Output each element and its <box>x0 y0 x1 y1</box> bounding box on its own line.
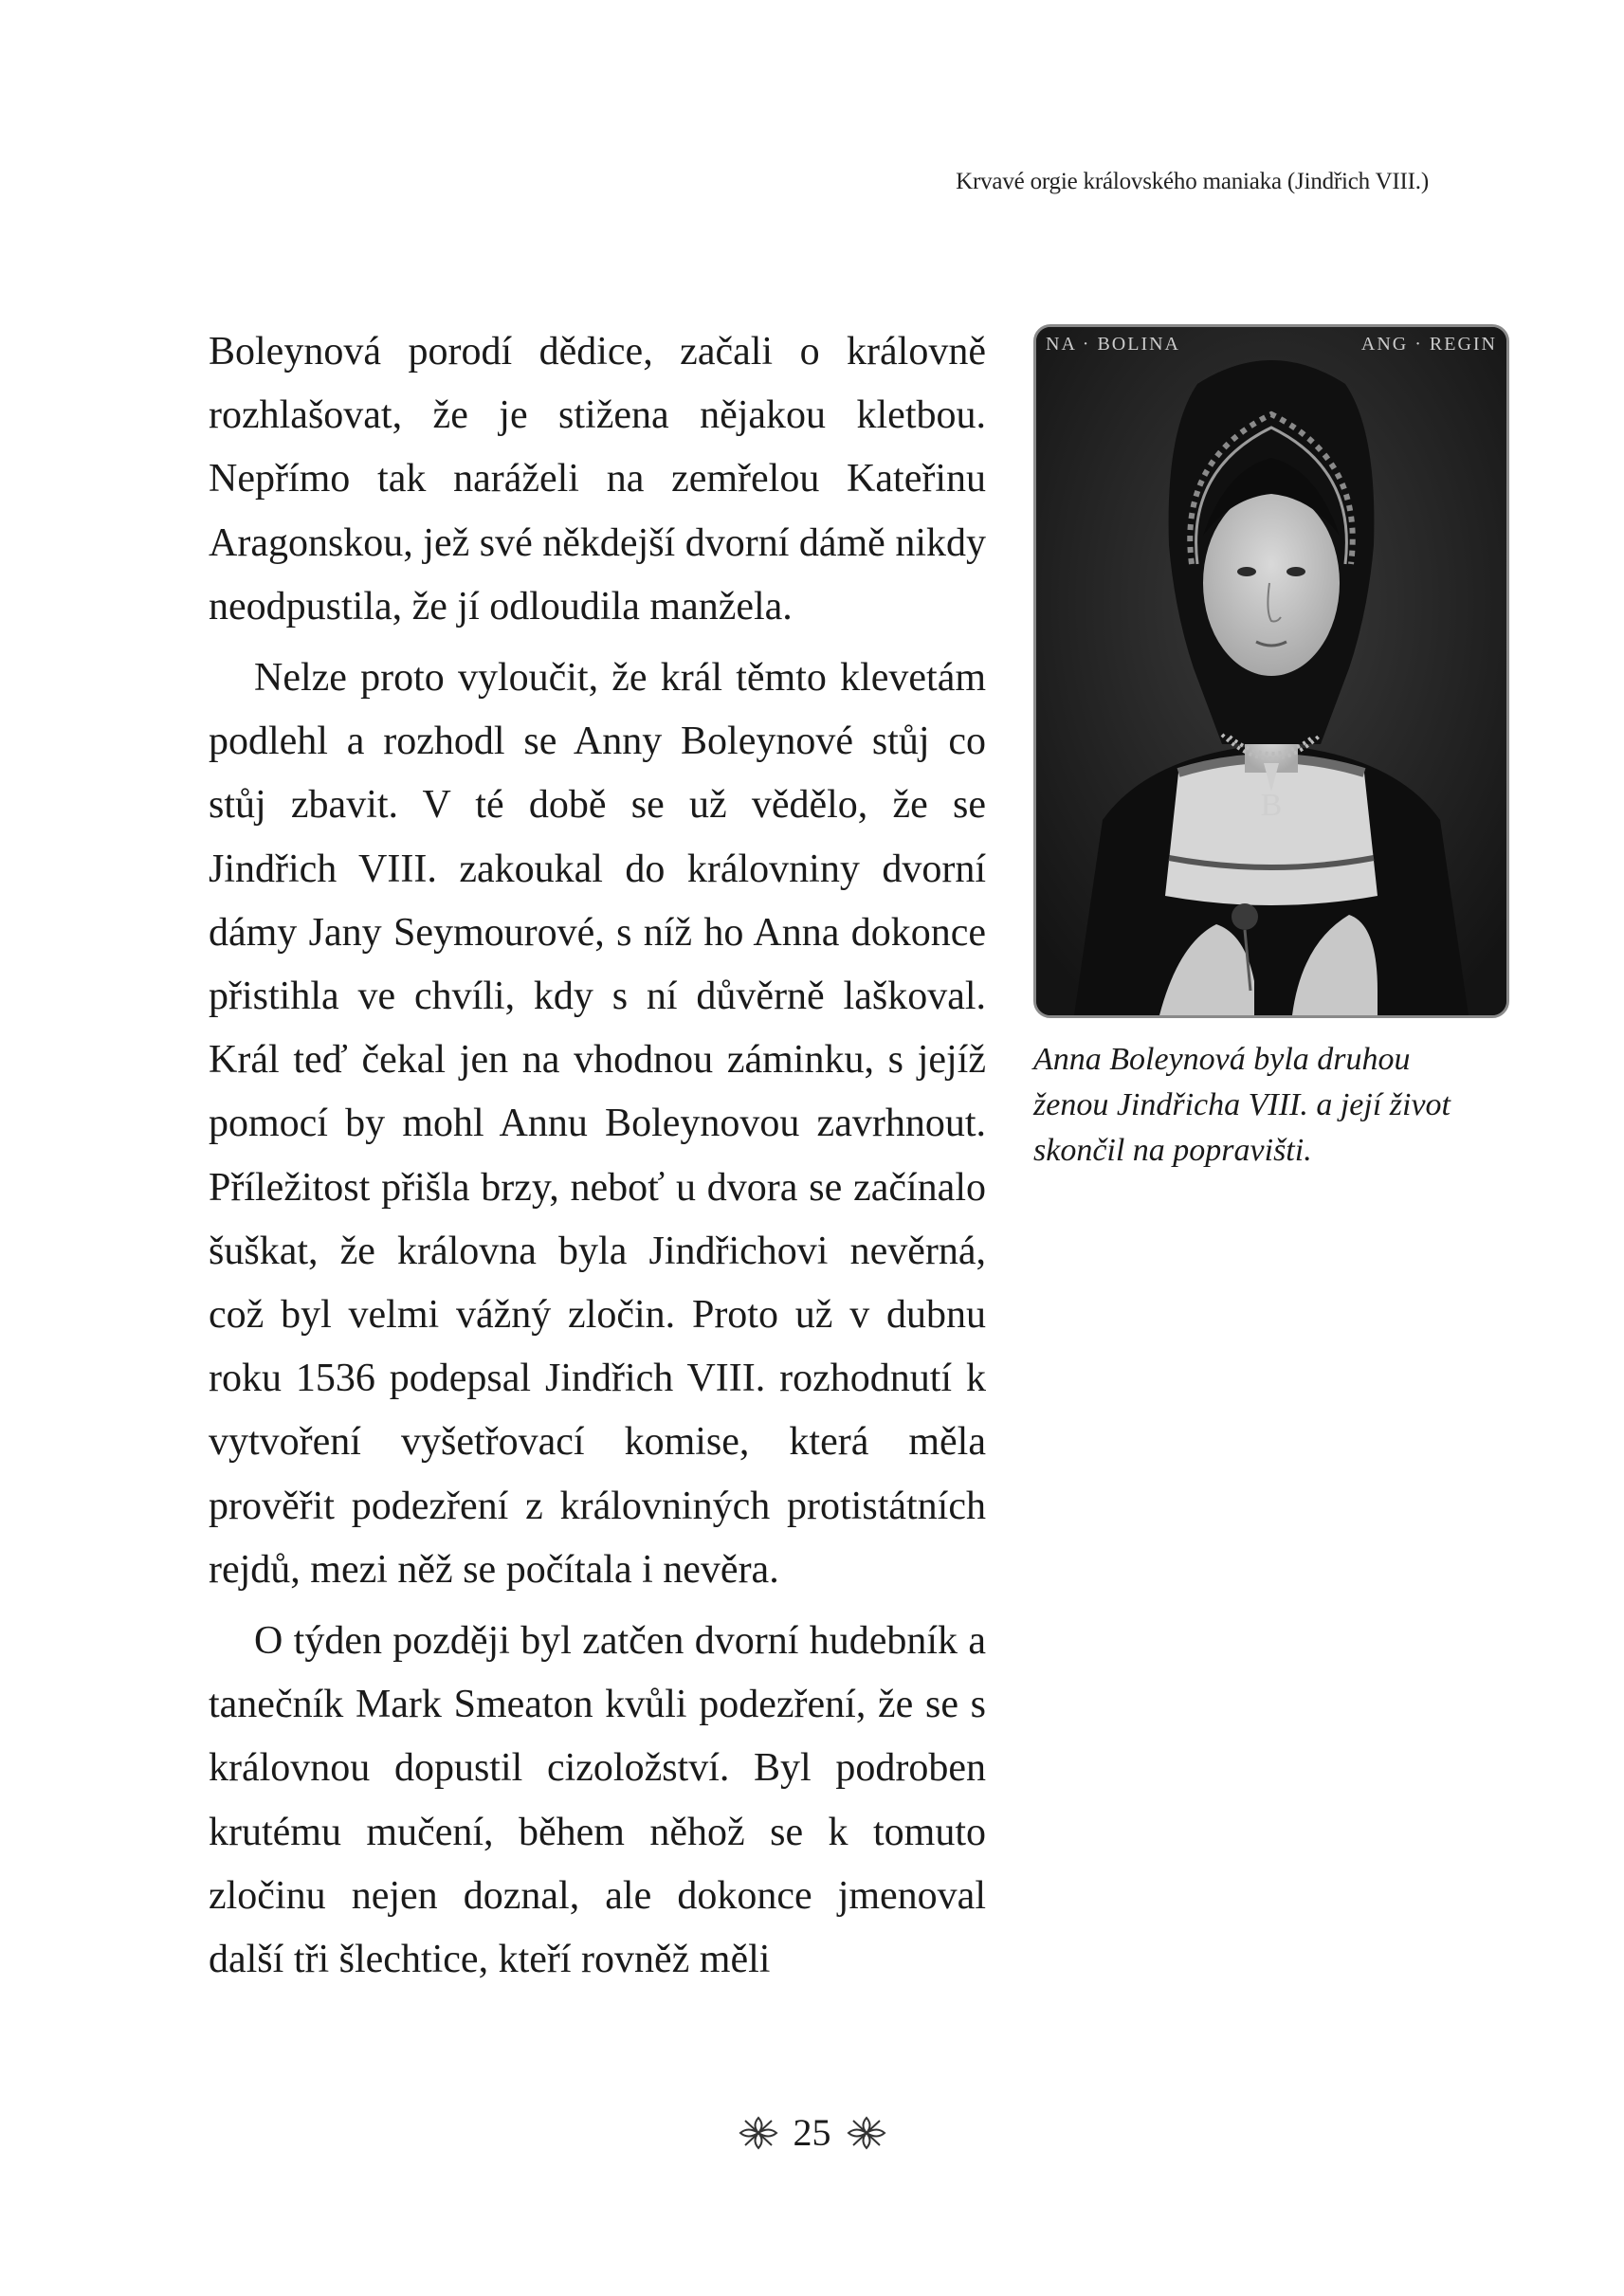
paragraph-1: Boleynová porodí dědice, začali o královně rozhlašovat, že je stižena nějakou kletbou. Nepřímo tak naráželi na zemřelou Kateřinu Aragonskou, jež své někdejší dvorní dámě nikdy neodpustila, že jí odloudila manžela. <box>209 330 986 629</box>
portrait-illustration <box>1036 327 1506 1015</box>
inscription-right: ANG · REGIN <box>1360 334 1497 355</box>
portrait-image <box>1033 324 1509 1018</box>
floral-ornament-left-icon <box>737 2114 780 2152</box>
main-text-column <box>209 320 986 1992</box>
paragraph-2: Nelze proto vyloučit, že král těmto klevetám podlehl a rozhodl se Anny Boleynové stůj co stůj zbavit. V té době se už vědělo, že se Jindřich VIII. zakoukal do královniny dvorní dámy Jany Seymourové, s níž ho Anna dokonce přistihla ve chvíli, kdy s ní důvěrně laškoval. Král teď čekal jen na vhodnou záminku, s jejíž pomocí by mohl Annu Boleynovou zavrhnout. Příležitost přišla brzy, neboť u dvora se začínalo šuškat, že královna byla Jindřichovi nevěrná, což byl velmi vážný zločin. Proto už v dubnu roku 1536 podepsal Jindřich VIII. rozhodnutí k vytvoření vyšetřovací komise, která měla prověřit podezření z královniných protistátních rejdů, mezi něž se počítala i nevěra. <box>209 656 986 1592</box>
caption-line-2: ženou Jindřicha VIII. a její život <box>1033 1087 1451 1122</box>
caption-line-1: Anna Boleynová byla druhou <box>1033 1042 1411 1077</box>
pendant-initial: B <box>1260 788 1283 823</box>
paragraph-3: O týden později byl zatčen dvorní hudebník a tanečník Mark Smeaton kvůli podezření, že se s královnou dopustil cizoložství. Byl podroben krutému mučení, během něhož se k tomuto zločinu nejen doznal, ale dokonce jmenoval další tři šlechtice, kteří rovněž měli <box>209 1619 986 1982</box>
caption-line-3: skončil na popravišti. <box>1033 1133 1312 1168</box>
floral-ornament-right-icon <box>845 2114 888 2152</box>
page-footer <box>0 2110 1624 2155</box>
running-head: Krvavé orgie královského maniaka (Jindřich VIII.) <box>956 169 1429 194</box>
figure-caption <box>1033 1037 1507 1174</box>
inscription-left: NA · BOLINA <box>1046 334 1180 355</box>
page-number: 25 <box>793 2111 831 2154</box>
